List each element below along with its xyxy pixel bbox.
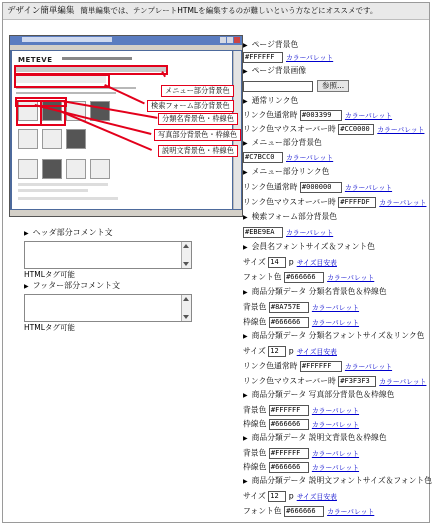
page-title: デザイン簡単編集 bbox=[7, 6, 75, 16]
color-palette-link[interactable]: カラーパレット bbox=[344, 362, 393, 371]
color-palette-link[interactable]: カラーパレット bbox=[344, 111, 393, 120]
color-palette-link[interactable]: カラーパレット bbox=[379, 198, 427, 207]
normal-link-heading: ▶ 通常リンク色 bbox=[243, 96, 299, 105]
link-hover-input[interactable]: #CC0000 bbox=[338, 124, 374, 135]
page-bg-image-input[interactable] bbox=[243, 81, 313, 92]
menu-bg-heading: ▶ メニュー部分背景色 bbox=[243, 138, 322, 147]
description-bg-row: 背景色 #FFFFFF カラーパレット bbox=[243, 448, 360, 458]
photo-border-row: 枠線色 #666666 カラーパレット bbox=[243, 419, 360, 429]
search-area-highlight bbox=[14, 74, 110, 88]
link-hover-row: リンク色マウスオーバー時 #CC0000 カラーパレット bbox=[243, 124, 425, 134]
menu-bg-row bbox=[243, 152, 333, 163]
description-font-heading: ▶ 商品分類データ 説明文フォントサイズ＆フォント色 bbox=[243, 476, 433, 485]
category-link-hover-input[interactable]: #F3F3F3 bbox=[338, 376, 376, 387]
header-comment-heading: ▶ ヘッダ部分コメント文 bbox=[24, 228, 113, 237]
preview-titlebar bbox=[10, 36, 242, 45]
description-bg-input[interactable]: #FFFFFF bbox=[269, 448, 309, 459]
description-size-input[interactable]: 12 bbox=[268, 491, 286, 502]
color-palette-link[interactable]: カラーパレット bbox=[377, 125, 425, 134]
photo-border-input[interactable]: #666666 bbox=[269, 419, 309, 430]
page-bg-image-heading: ▶ ページ背景画像 bbox=[243, 66, 307, 75]
page-bg-image-row bbox=[243, 80, 349, 92]
callout-category-bg: 分類名背景色・枠線色 bbox=[158, 113, 238, 125]
menu-link-normal-input[interactable]: #000000 bbox=[300, 182, 342, 193]
textarea-scrollbar[interactable] bbox=[181, 242, 191, 268]
preview-menubar bbox=[10, 45, 242, 50]
photo-bg-row: 背景色 #FFFFFF カラーパレット bbox=[243, 405, 360, 415]
color-palette-link[interactable]: カラーパレット bbox=[311, 406, 360, 415]
header-comment-textarea[interactable] bbox=[24, 241, 192, 269]
member-font-heading: ▶ 会員名フォントサイズ＆フォント色 bbox=[243, 242, 375, 251]
member-font-color-row: フォント色 #666666 カラーパレット bbox=[243, 272, 375, 282]
callout-photo-bg: 写真部分背景色・枠線色 bbox=[154, 129, 241, 141]
callout-menu-bg: メニュー部分背景色 bbox=[161, 85, 234, 97]
callout-description-bg: 説明文背景色・枠線色 bbox=[158, 145, 238, 157]
description-border-row: 枠線色 #666666 カラーパレット bbox=[243, 462, 360, 472]
menu-link-hover-input[interactable]: #FFFFDF bbox=[338, 197, 376, 208]
description-font-color-row: フォント色 #666666 カラーパレット bbox=[243, 506, 375, 516]
size-sample-link[interactable]: サイズ目安表 bbox=[296, 347, 337, 356]
footer-html-note: HTMLタグ可能 bbox=[24, 323, 75, 332]
browse-button[interactable]: 参照... bbox=[317, 80, 349, 92]
callout-search-bg: 検索フォーム部分背景色 bbox=[147, 100, 234, 112]
color-palette-link[interactable]: カラーパレット bbox=[311, 463, 360, 472]
color-palette-link[interactable]: カラーパレット bbox=[286, 53, 334, 62]
search-bg-input[interactable]: #EBE9EA bbox=[243, 227, 283, 238]
category-bg-input[interactable]: #8A757E bbox=[269, 302, 309, 313]
color-palette-link[interactable]: カラーパレット bbox=[311, 449, 360, 458]
link-normal-input[interactable]: #003399 bbox=[300, 110, 342, 121]
member-font-color-input[interactable]: #666666 bbox=[284, 272, 324, 283]
category-border-input[interactable]: #666666 bbox=[269, 317, 309, 328]
menu-link-normal-row: リンク色通常時 #000000 カラーパレット bbox=[243, 182, 393, 192]
description-bg-heading: ▶ 商品分類データ 説明文背景色＆枠線色 bbox=[243, 433, 387, 442]
header-html-note: HTMLタグ可能 bbox=[24, 270, 75, 279]
color-palette-link[interactable]: カラーパレット bbox=[286, 228, 334, 237]
link-normal-row: リンク色通常時 #003399 カラーパレット bbox=[243, 110, 393, 120]
textarea-scrollbar[interactable] bbox=[181, 295, 191, 321]
description-size-row: サイズ 12 p サイズ目安表 bbox=[243, 491, 337, 501]
menu-bg-input[interactable]: #C7BCC0 bbox=[243, 152, 283, 163]
category-bg-row: 背景色 #8A757E カラーパレット bbox=[243, 302, 360, 312]
color-palette-link[interactable]: カラーパレット bbox=[311, 318, 360, 327]
menu-link-hover-row: リンク色マウスオーバー時 #FFFFDF カラーパレット bbox=[243, 197, 427, 207]
page-bg-heading: ▶ ページ背景色 bbox=[243, 40, 299, 49]
category-name-bg-heading: ▶ 商品分類データ 分類名背景色＆枠線色 bbox=[243, 287, 387, 296]
category-font-heading: ▶ 商品分類データ 分類名フォントサイズ＆リンク色 bbox=[243, 331, 425, 340]
category-link-normal-input[interactable]: #FFFFFF bbox=[300, 361, 342, 372]
description-border-input[interactable]: #666666 bbox=[269, 462, 309, 473]
category-link-normal-row: リンク色通常時 #FFFFFF カラーパレット bbox=[243, 361, 393, 371]
description-area-highlight bbox=[40, 100, 66, 126]
header-bar bbox=[3, 3, 429, 20]
photo-bg-heading: ▶ 商品分類データ 写真部分背景色＆枠線色 bbox=[243, 390, 395, 399]
photo-bg-input[interactable]: #FFFFFF bbox=[269, 405, 309, 416]
footer-comment-heading: ▶ フッター部分コメント文 bbox=[24, 281, 121, 290]
page-bg-row bbox=[243, 52, 333, 63]
description-font-color-input[interactable]: #666666 bbox=[284, 506, 324, 517]
footer-comment-textarea[interactable] bbox=[24, 294, 192, 322]
color-palette-link[interactable]: カラーパレット bbox=[327, 273, 375, 282]
color-palette-link[interactable]: カラーパレット bbox=[286, 153, 334, 162]
color-palette-link[interactable]: カラーパレット bbox=[311, 303, 360, 312]
category-size-input[interactable]: 12 bbox=[268, 346, 286, 357]
member-size-row: サイズ 14 p サイズ目安表 bbox=[243, 257, 337, 267]
menu-link-heading: ▶ メニュー部分リンク色 bbox=[243, 167, 330, 176]
member-size-input[interactable]: 14 bbox=[268, 257, 286, 268]
category-border-row: 枠線色 #666666 カラーパレット bbox=[243, 317, 360, 327]
color-palette-link[interactable]: カラーパレット bbox=[379, 377, 427, 386]
color-palette-link[interactable]: カラーパレット bbox=[344, 183, 393, 192]
color-palette-link[interactable]: カラーパレット bbox=[311, 420, 360, 429]
size-sample-link[interactable]: サイズ目安表 bbox=[296, 258, 337, 267]
size-sample-link[interactable]: サイズ目安表 bbox=[296, 492, 337, 501]
search-bg-row bbox=[243, 227, 333, 238]
page-bg-input[interactable]: #FFFFFF bbox=[243, 52, 283, 63]
color-palette-link[interactable]: カラーパレット bbox=[327, 507, 375, 516]
page-description: 簡単編集では、テンプレートHTMLを編集するのが難しいという方などにオススメです。 bbox=[80, 6, 378, 15]
preview-logo: METEVE bbox=[18, 56, 53, 64]
category-size-row: サイズ 12 p サイズ目安表 bbox=[243, 346, 337, 356]
category-link-hover-row: リンク色マウスオーバー時 #F3F3F3 カラーパレット bbox=[243, 376, 427, 386]
search-bg-heading: ▶ 検索フォーム部分背景色 bbox=[243, 212, 337, 221]
